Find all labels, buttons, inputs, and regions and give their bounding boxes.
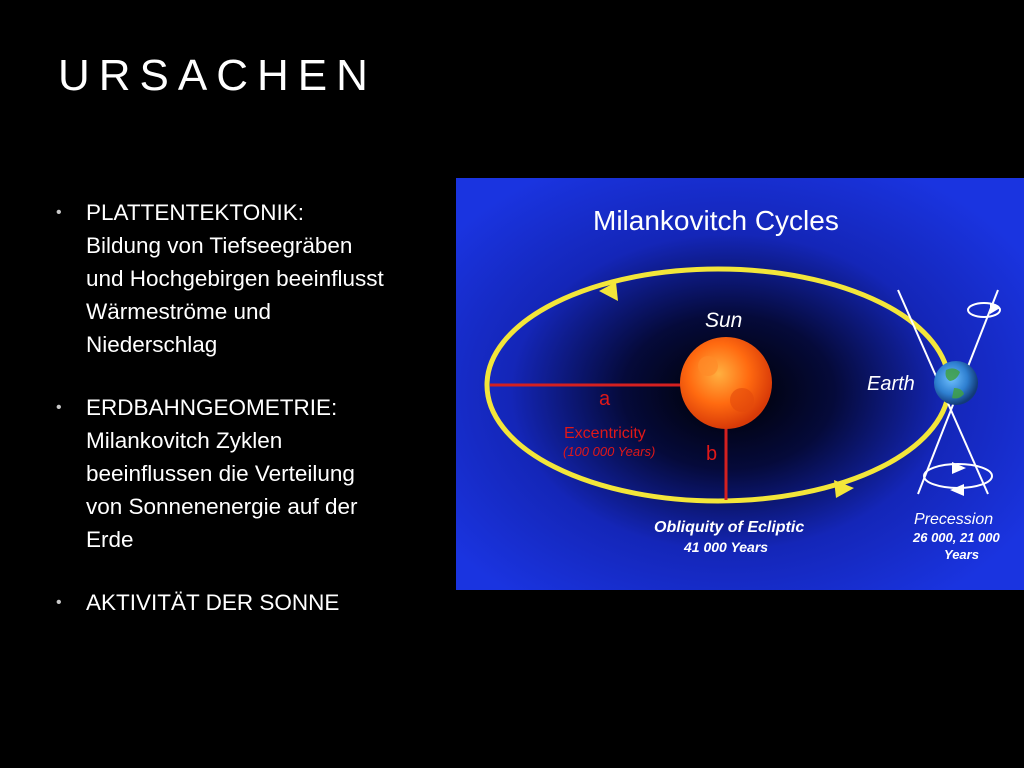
axis-a-label: a [599,388,611,410]
axis-b-label: b [706,443,718,465]
bullet-dot-icon: • [56,204,62,221]
bullet-line: Wärmeströme und [86,299,272,324]
bullet-heading: ERDBAHNGEOMETRIE: [86,395,338,420]
bullet-line: Milankovitch Zyklen [86,428,283,453]
slide-title: URSACHEN [58,51,377,100]
earth-label: Earth [867,373,915,395]
bullet-heading: AKTIVITÄT DER SONNE [86,590,340,615]
excentricity-label: Excentricity [564,425,646,442]
bullet-line: von Sonnenenergie auf der [86,494,358,519]
sun-spot [698,356,718,376]
obliquity-period: 41 000 Years [684,539,769,555]
diagram-svg [456,178,1024,590]
bullet-dot-icon: • [56,399,62,416]
bullet-dot-icon: • [56,594,62,611]
milankovitch-diagram [456,178,1024,590]
bullet-line: und Hochgebirgen beeinflusst [86,266,384,291]
sun-icon [680,337,772,429]
bullet-line: Bildung von Tiefseegräben [86,233,353,258]
bullet-line: Erde [86,527,134,552]
bullet-aktivitaet-sonne [56,586,456,619]
obliquity-label: Obliquity of Ecliptic [654,519,805,536]
sun-label: Sun [705,309,743,332]
bullet-line: beeinflussen die Verteilung [86,461,355,486]
bullet-line: Niederschlag [86,332,218,357]
sun-spot [730,388,754,412]
bullet-heading: PLATTENTEKTONIK: [86,200,304,225]
precession-label: Precession [914,511,994,528]
precession-period-line1: 26 000, 21 000 [913,530,1000,545]
diagram-title: Milankovitch Cycles [593,205,839,236]
excentricity-period: (100 000 Years) [563,444,656,459]
bullet-list [56,196,456,649]
bullet-erdbahngeometrie [56,391,456,556]
bullet-plattentektonik [56,196,456,361]
precession-period-line2: Years [944,547,979,562]
